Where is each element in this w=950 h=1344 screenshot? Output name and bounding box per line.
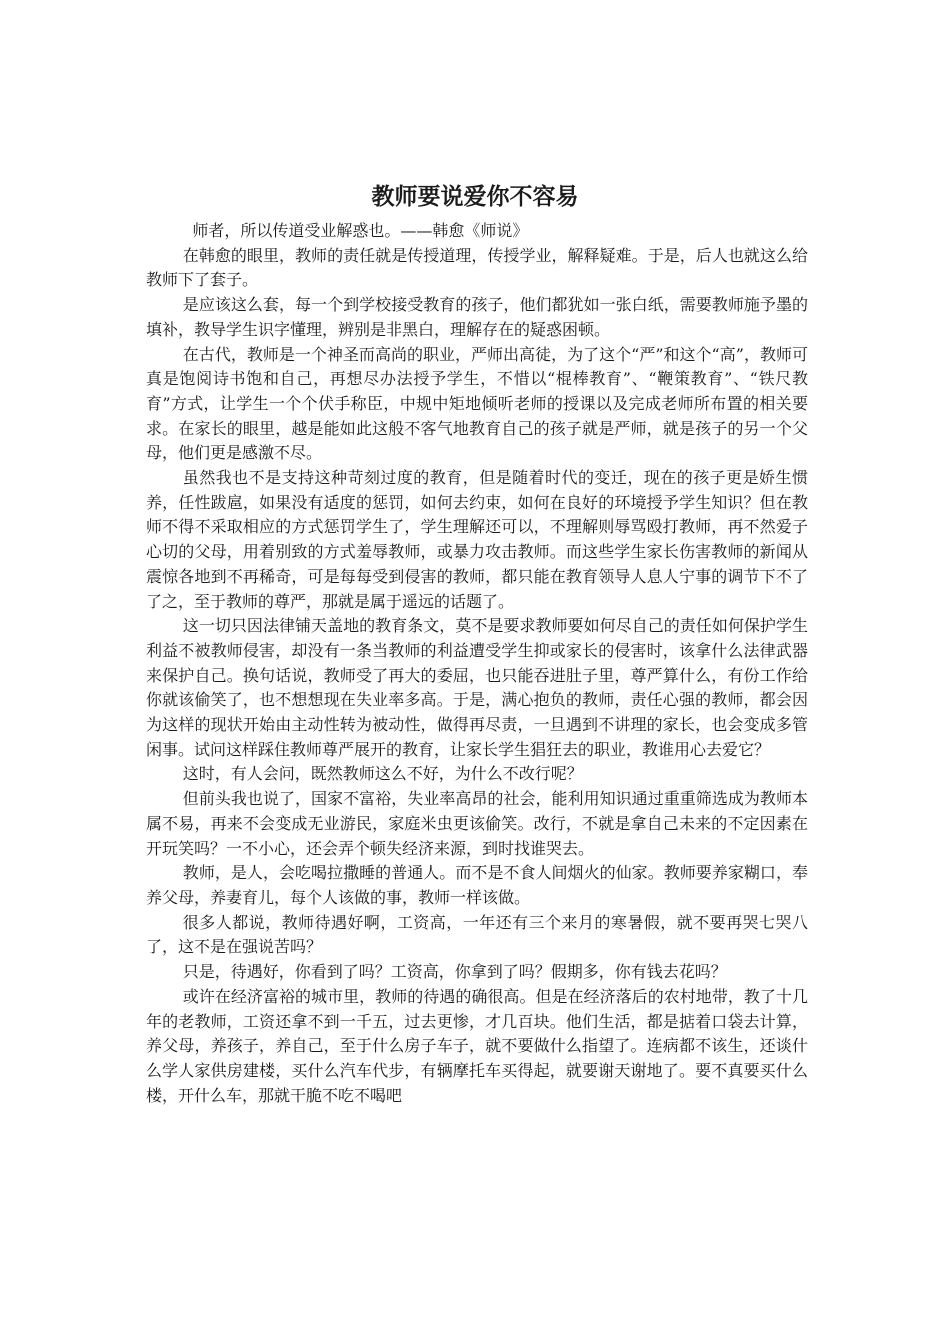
paragraph: 虽然我也不是支持这种苛刻过度的教育，但是随着时代的变迁，现在的孩子更是娇生惯养，任性跋扈，如果没有适度的惩罚，如何去约束，如何在良好的环境授予学生知识？但在教师不得不采取相应的方式惩罚学生了，学生理解还可以，不理解则辱骂殴打教师，再不然爱子心切的父母，用着别致的方式羞辱教师，或暴力攻击教师。而这些学生家长伤害教师的新闻从震惊各地到不再稀奇，可是每每受到侵害的教师，都只能在教育领导人息人宁事的调节下不了了之，至于教师的尊严，那就是属于遥远的话题了。	[146, 468, 808, 611]
paragraph: 教师，是人，会吃喝拉撒睡的普通人。而不是不食人间烟火的仙家。教师要养家糊口，奉养父母，养妻育儿，每个人该做的事，教师一样该做。	[146, 863, 808, 907]
document-title: 教师要说爱你不容易	[371, 183, 579, 210]
paragraph: 这时，有人会问，既然教师这么不好，为什么不改行呢？	[182, 764, 583, 784]
paragraph: 很多人都说，教师待遇好啊，工资高，一年还有三个来月的寒暑假，就不要再哭七哭八了，这不是在强说苦吗？	[146, 912, 808, 957]
paragraph: 只是，待遇好，你看到了吗？工资高，你拿到了吗？假期多，你有钱去花吗？	[182, 962, 727, 982]
paragraph: 这一切只因法律铺天盖地的教育条文，莫不是要求教师要如何尽自己的责任如何保护学生利益不被教师侵害，却没有一条当教师的利益遭受学生抑或家长的侵害时，该拿什么法律武器来保护自己。换句话说，教师受了再大的委屈，也只能吞进肚子里，尊严算什么，有份工作给你就该偷笑了，也不想想现在失业率多高。于是，满心抱负的教师，责任心强的教师，都会因为这样的现状开始由主动性转为被动性，做得再尽责，一旦遇到不讲理的家长，也会变成多管闲事。试问这样踩住教师尊严展开的教育，让家长学生猖狂去的职业，教谁用心去爱它？	[146, 616, 808, 759]
paragraph: 但前头我也说了，国家不富裕，失业率高昂的社会，能利用知识通过重重筛选成为教师本属不易，再来不会变成无业游民，家庭米虫更该偷笑。改行，不就是拿自己未来的不定因素在开玩笑吗？一不小心，还会弄个顿失经济来源，到时找谁哭去。	[146, 789, 808, 858]
paragraph: 在韩愈的眼里，教师的责任就是传授道理，传授学业，解释疑难。于是，后人也就这么给教师下了套子。	[146, 245, 808, 290]
document-body	[146, 219, 808, 1108]
paragraph: 或许在经济富裕的城市里，教师的待遇的确很高。但是在经济落后的农村地带，教了十几年的老教师，工资还拿不到一千五，过去更惨，才几百块。他们生活，都是掂着口袋去计算，养父母，养孩子，养自己，至于什么房子车子，就不要做什么指望了。连病都不该生，还谈什么学人家供房建楼，买什么汽车代步，有辆摩托车买得起，就要谢天谢地了。要不真要买什么楼，开什么车，那就干脆不吃不喝吧	[146, 986, 808, 1105]
epigraph-quote: 师者，所以传道受业解惑也。——韩愈《师说》	[192, 221, 529, 240]
paragraph: 是应该这么套，每一个到学校接受教育的孩子，他们都犹如一张白纸，需要教师施予墨的填补，教导学生识字懂理，辨别是非黑白，理解存在的疑惑困顿。	[146, 295, 808, 339]
paragraph: 在古代，教师是一个神圣而高尚的职业，严师出高徒，为了这个“严”和这个“高”，教师可真是饱阅诗书饱和自己，再想尽办法授予学生，不惜以“棍棒教育”、“鞭策教育”、“铁尺教育”方式，让学生一个个伏手称臣，中规中矩地倾听老师的授课以及完成老师所布置的相关要求。在家长的眼里，越是能如此这般不客气地教育自己的孩子就是严师，就是孩子的另一个父母，他们更是感激不尽。	[146, 344, 808, 463]
